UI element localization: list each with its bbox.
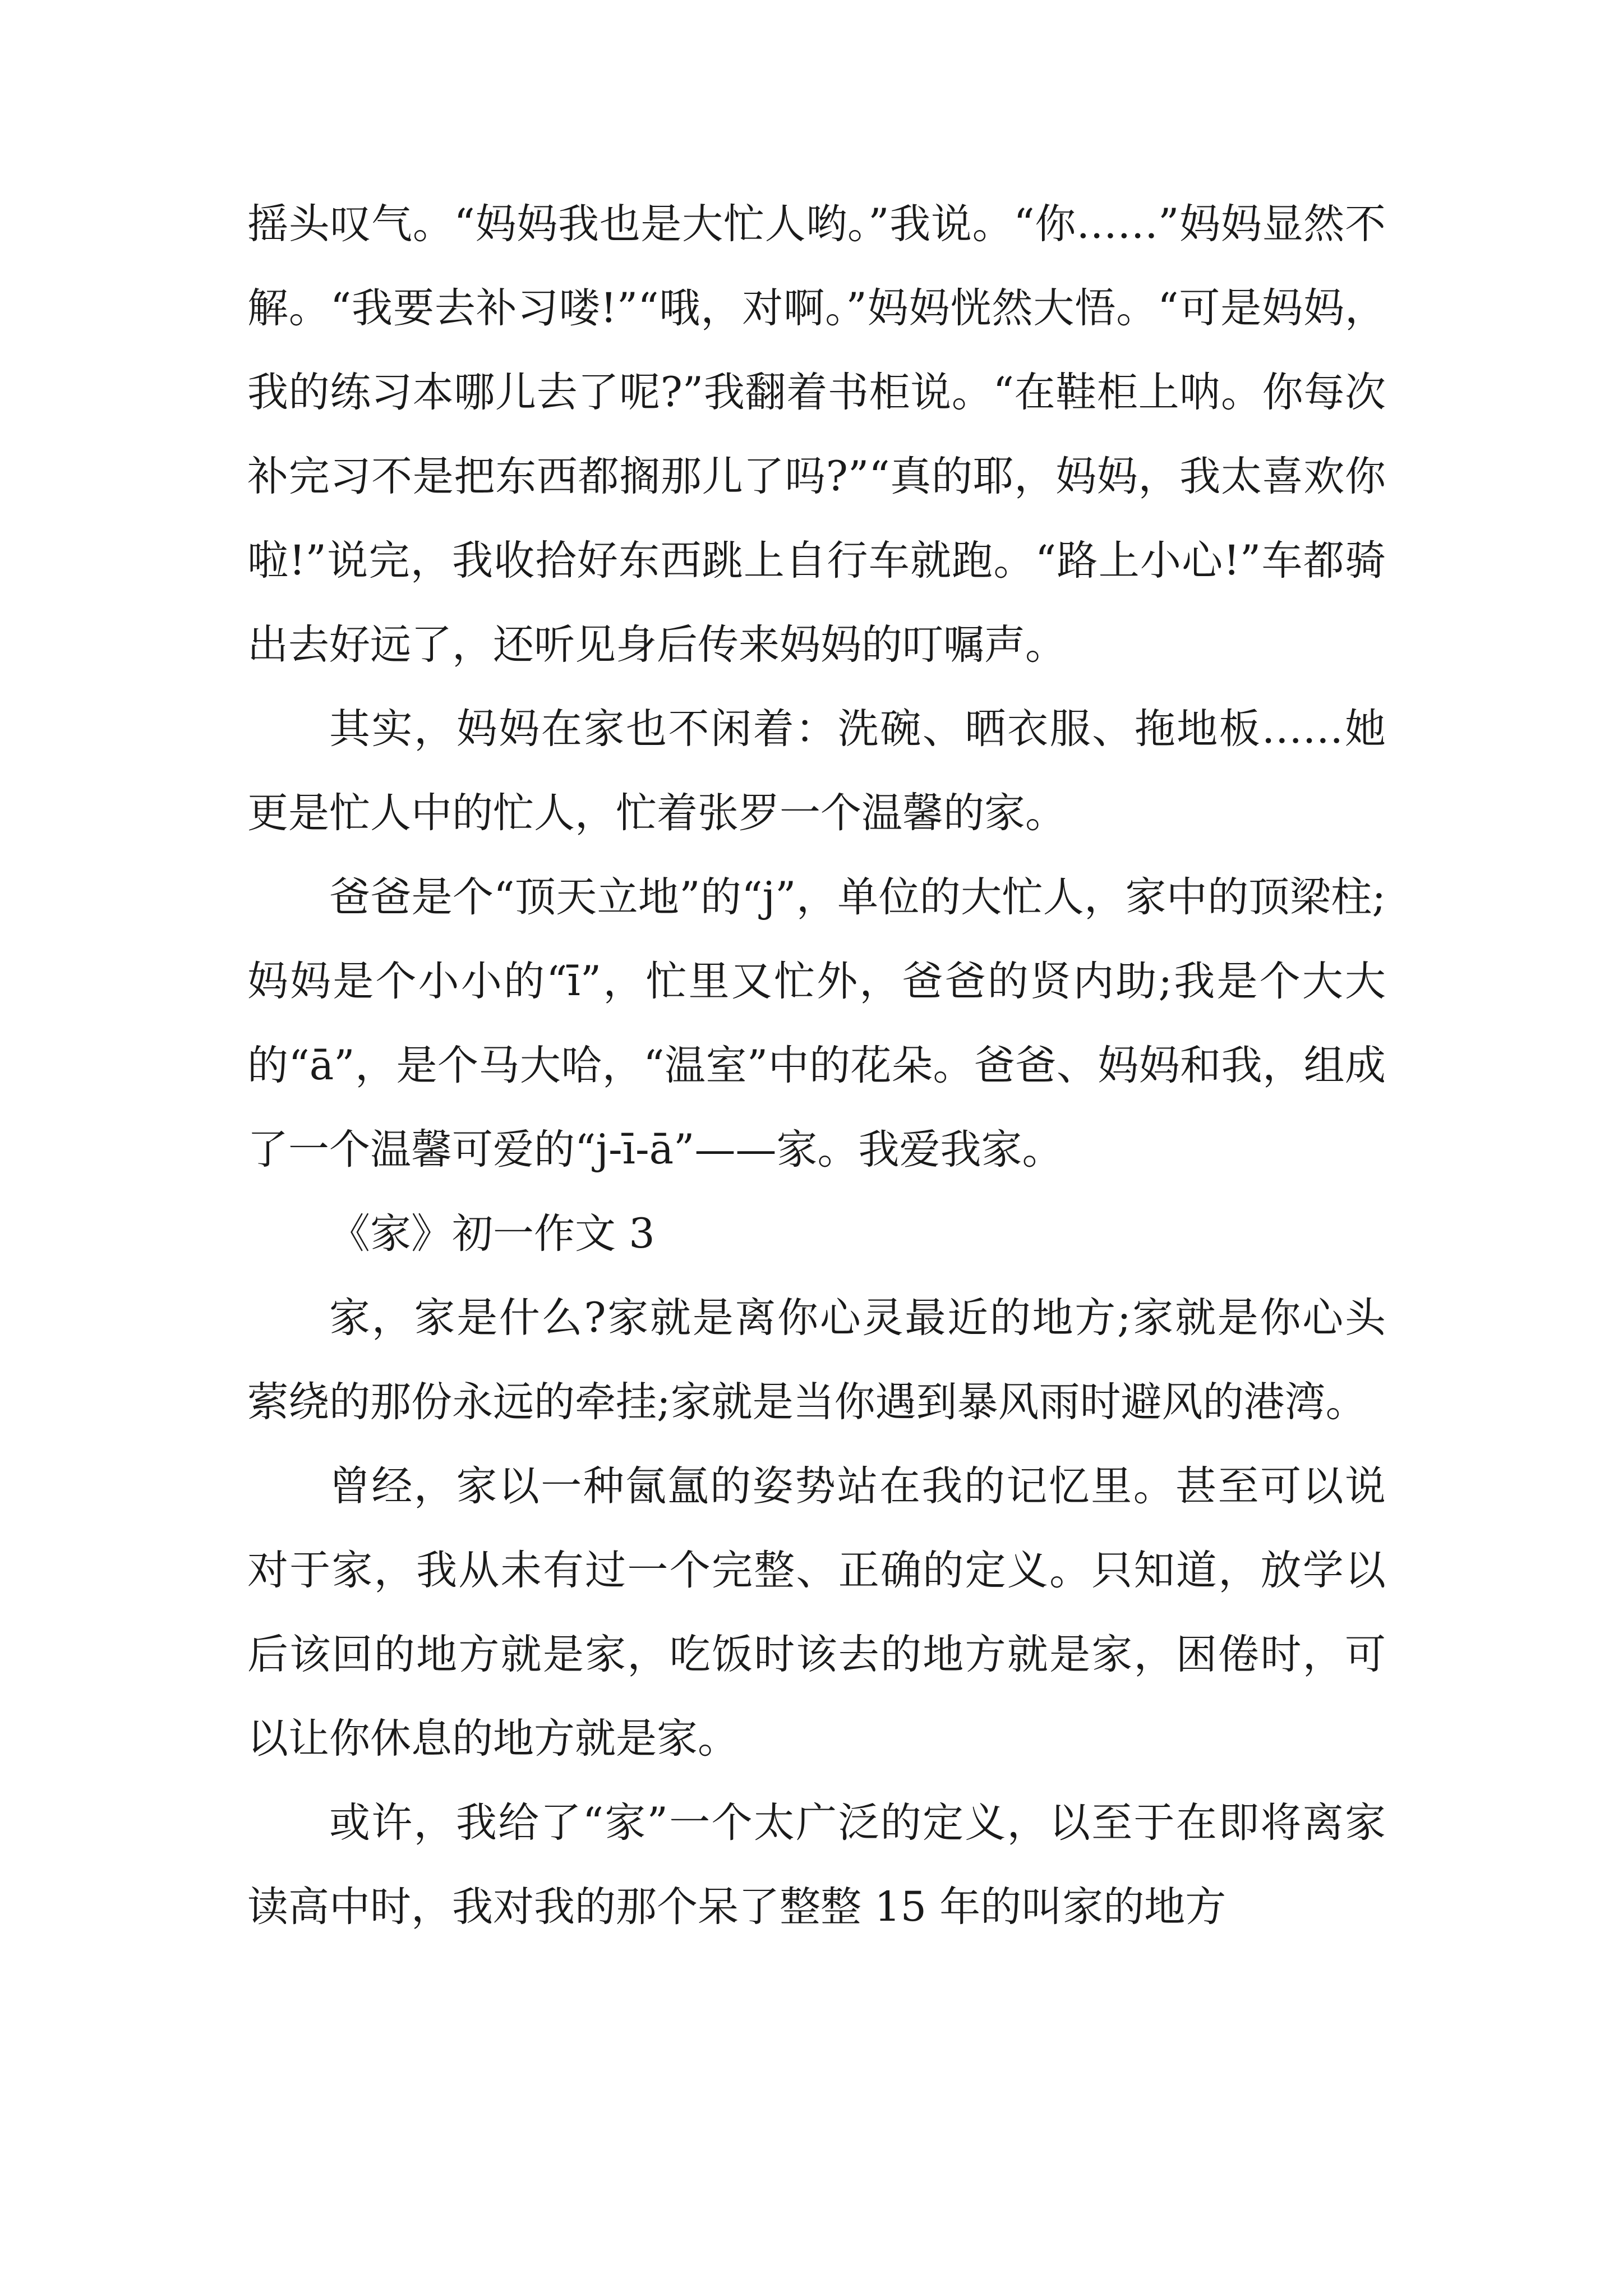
paragraph-3: 爸爸是个“顶天立地”的“j”，单位的大忙人，家中的顶梁柱;妈妈是个小小的“ī”，忙里又忙外，爸爸的贤内助;我是个大大的“ā”，是个马大哈，“温室”中的花朵。爸爸、妈妈和我，组成了一个温馨可爱的“j-ī-ā”——家。我爱我家。 bbox=[247, 873, 1386, 1174]
paragraph-1: 摇头叹气。“妈妈我也是大忙人哟。”我说。“你……”妈妈显然不解。“我要去补习喽!”“哦，对啊。”妈妈恍然大悟。“可是妈妈，我的练习本哪儿去了呢?”我翻着书柜说。“在鞋柜上呐。你每次补完习不是把东西都搁那儿了吗?”“真的耶，妈妈，我太喜欢你啦!”说完，我收拾好东西跳上自行车就跑。“路上小心!”车都骑出去好远了，还听见身后传来妈妈的叮嘱声。 bbox=[247, 200, 1386, 669]
document-body bbox=[247, 182, 1386, 1949]
paragraph-6: 或许，我给了“家”一个太广泛的定义，以至于在即将离家读高中时，我对我的那个呆了整整 15 年的叫家的地方 bbox=[247, 1799, 1386, 1931]
paragraph-4: 家，家是什么?家就是离你心灵最近的地方;家就是你心头萦绕的那份永远的牵挂;家就是当你遇到暴风雨时避风的港湾。 bbox=[247, 1294, 1386, 1426]
paragraph-2: 其实，妈妈在家也不闲着：洗碗、晒衣服、拖地板……她更是忙人中的忙人，忙着张罗一个温馨的家。 bbox=[247, 705, 1386, 837]
section-heading: 《家》初一作文 3 bbox=[329, 1210, 655, 1258]
paragraph-5: 曾经，家以一种氤氲的姿势站在我的记忆里。甚至可以说对于家，我从未有过一个完整、正确的定义。只知道，放学以后该回的地方就是家，吃饭时该去的地方就是家，困倦时，可以让你休息的地方就是家。 bbox=[247, 1462, 1386, 1763]
